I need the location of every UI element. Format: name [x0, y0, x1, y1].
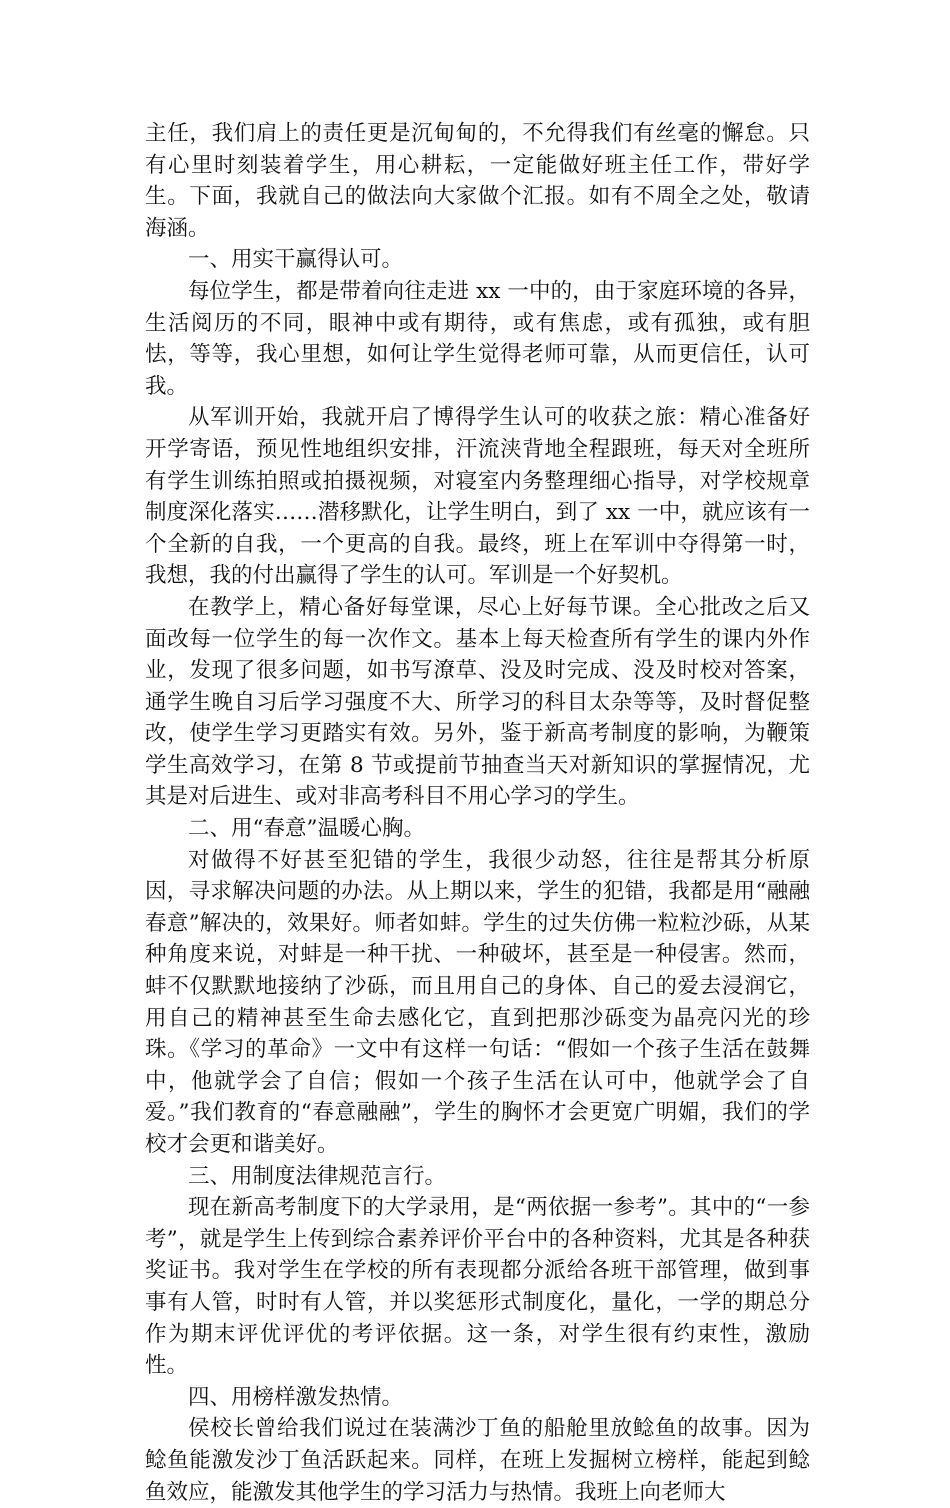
document-page: [145, 118, 810, 1508]
paragraph-rules: 现在新高考制度下的大学录用，是“两依据一参考”。其中的“一参考”，就是学生上传到综合素养评价平台中的各种资料，尤其是各种获奖证书。我对学生在学校的所有表现都分派给各班干部管理，做到事事有人管，时时有人管，并以奖惩形式制度化，量化，一学的期总分作为期末评优评优的考评依据。这一条，对学生很有约束性，激励性。: [145, 1195, 810, 1379]
paragraph-spring: 对做得不好甚至犯错的学生，我很少动怒，往往是帮其分析原因，寻求解决问题的办法。从上期以来，学生的犯错，我都是用“融融春意”解决的，效果好。师者如蚌。学生的过失仿佛一粒粒沙砾，从某种角度来说，对蚌是一种干扰、一种破坏，甚至是一种侵害。然而，蚌不仅默默地接纳了沙砾，而且用自己的身体、自己的爱去浸润它，用自己的精神甚至生命去感化它，直到把那沙砾变为晶亮闪光的珍珠。《学习的革命》一文中有这样一句话：“假如一个孩子生活在鼓舞中，他就学会了自信；假如一个孩子生活在认可中，他就学会了自爱。”我们教育的“春意融融”，学生的胸怀才会更宽广明媚，我们的学校才会更和谐美好。: [145, 847, 810, 1157]
section-heading-3: 三、用制度法律规范言行。: [188, 1163, 447, 1189]
section-heading-2: 二、用“春意”温暖心胸。: [188, 816, 425, 842]
section-heading-4: 四、用榜样激发热情。: [188, 1384, 404, 1410]
section-heading-1: 一、用实干赢得认可。: [188, 247, 404, 273]
paragraph-role-model: 侯校长曾给我们说过在装满沙丁鱼的船舱里放鲶鱼的故事。因为鲶鱼能激发沙丁鱼活跃起来。同样，在班上发掘树立榜样，能起到鲶鱼效应，能激发其他学生的学习活力与热情。我班上向老师大: [145, 1416, 810, 1505]
paragraph-military-training: 从军训开始，我就开启了博得学生认可的收获之旅：精心准备好开学寄语，预见性地组织安排，汗流浃背地全程跟班，每天对全班所有学生训练拍照或拍摄视频，对寝室内务整理细心指导，对学校规章制度深化落实……潜移默化，让学生明白，到了 xx 一中，就应该有一个全新的自我，一个更高的自我。最终，班上在军训中夺得第一时，我想，我的付出赢得了学生的认可。军训是一个好契机。: [145, 405, 810, 589]
paragraph-teaching: 在教学上，精心备好每堂课，尽心上好每节课。全心批改之后又面改每一位学生的每一次作文。基本上每天检查所有学生的课内外作业，发现了很多问题，如书写潦草、没及时完成、没及时校对答案，通学生晚自习后学习强度不大、所学习的科目太杂等等，及时督促整改，使学生学习更踏实有效。另外，鉴于新高考制度的影响，为鞭策学生高效学习，在第 8 节或提前节抽查当天对新知识的掌握情况，尤其是对后进生、或对非高考科目不用心学习的学生。: [145, 594, 810, 810]
paragraph-intro: 主任，我们肩上的责任更是沉甸甸的，不允得我们有丝毫的懈怠。只有心里时刻装着学生，用心耕耘，一定能做好班主任工作，带好学生。下面，我就自己的做法向大家做个汇报。如有不周全之处，敬请海涵。: [145, 121, 810, 241]
paragraph-students: 每位学生，都是带着向往走进 xx 一中的，由于家庭环境的各异，生活阅历的不同，眼神中或有期待，或有焦虑，或有孤独，或有胆怯，等等，我心里想，如何让学生觉得老师可靠，从而更信任，认可我。: [145, 278, 810, 399]
